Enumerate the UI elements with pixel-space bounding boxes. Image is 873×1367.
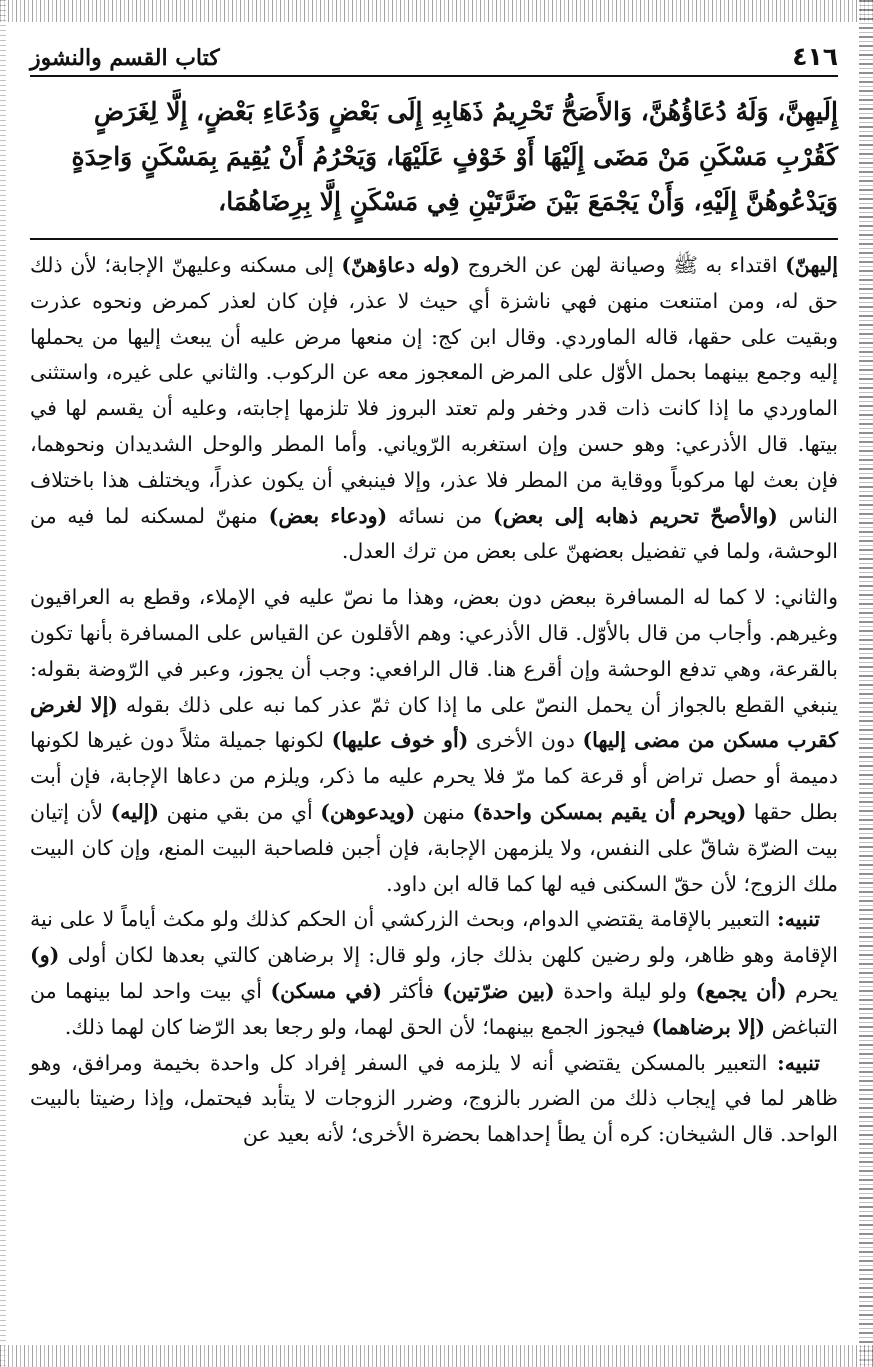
matn-quote: (بين ضرّتين) <box>442 978 555 1003</box>
commentary-run: أي من بقي منهن <box>159 799 321 824</box>
note-paragraph <box>30 1046 838 1153</box>
commentary-run: اقتداء به ﷺ وصيانة لهن عن الخروج <box>460 253 786 277</box>
commentary-run: من نسائه <box>387 503 493 528</box>
ornamental-border-bottom <box>0 1345 873 1367</box>
note-block <box>30 1046 838 1153</box>
note-block <box>30 902 838 1045</box>
commentary-run: فيجوز الجمع بينهما؛ لأن الحق لهما، ولو رجعا بعد الرّضا كان لهما ذلك. <box>64 1014 652 1039</box>
matn-quote: (والأصحّ تحريم ذهابه إلى بعض) <box>492 503 778 528</box>
running-header <box>30 28 838 77</box>
matn-quote: (ويدعوهن) <box>320 799 416 824</box>
matn-text-block <box>30 89 838 224</box>
matn-quote: تنبيه: <box>777 907 820 932</box>
note-paragraph <box>30 902 838 1045</box>
chapter-title: كتاب القسم والنشوز <box>30 45 220 71</box>
matn-quote: تنبيه: <box>777 1050 820 1075</box>
matn-line: وَيَدْعُوهُنَّ إِلَيْهِ، وَأَنْ يَجْمَعَ بَيْنَ ضَرَّتَيْنِ فِي مَسْكَنٍ إِلَّا بِرِضَاهُمَا، <box>218 187 838 216</box>
matn-quote: (إليه) <box>110 799 160 824</box>
commentary-paragraph <box>30 580 838 902</box>
commentary-run: التعبير بالمسكن يقتضي أنه لا يلزمه في السفر إفراد كل واحدة بخيمة ومرافق، وهو ظاهر لما في إيجاب ذلك من الضرر بالزوج، وضرر الزوجات لا يتأبد فيحتمل، وإذا رضيتا بالبيت الواحد. قال الشيخان: كره أن يطأ إحداهما بحضرة الأخرى؛ لأنه بعيد عن <box>30 1050 838 1147</box>
commentary-run: منهنّ لمسكنه لما فيه من الوحشة، ولما في تفضيل بعضهنّ على بعض من ترك العدل. <box>30 503 838 564</box>
commentary-run: والثاني: لا كما له المسافرة ببعض دون بعض، وهذا ما نصّ عليه في الإملاء، وقطع به العراقيون وغيرهم. وأجاب من قال بالأوّل. قال الأذرعي: وهم الأقلون عن القياس على المسافرة بأنها تكون بالقرعة، وهي تدفع الوحشة وإن أقرع هنا. قال الرافعي: وجب أن يجوز، وعبر في الرّوضة بقوله: ينبغي القطع بالجواز أن يحمل النصّ على ما إذا كان ثمّ عذر كما نبه على ذلك بقوله <box>30 585 838 717</box>
commentary-run: يحرم <box>786 978 839 1003</box>
matn-quote: (أن يجمع) <box>695 978 787 1003</box>
matn-line: إِلَيهِنَّ، وَلَهُ دُعَاؤُهُنَّ، وَالأَصَحُّ تَحْرِيمُ ذَهَابِهِ إِلَى بَعْضٍ وَدُعَاءِ بَعْضٍ، إِلَّا لِغَرَضٍ <box>93 97 838 126</box>
commentary-run: إلى مسكنه وعليهنّ الإجابة؛ لأن ذلك حق له، ومن امتنعت منهن فهي ناشزة أي حيث لا عذر، فإن كان لعذر كمرض ونحوه عذرت وبقيت على حقها، قاله الماوردي. وقال ابن كج: إن منعها مرض عليه أن يبعث إليها من يحملها إليه وجمع بينهما بحمل الأوّل على المرض المعجوز معه عن الركوب. والثاني على غيره، واستثنى الماوردي ما إذا كانت ذات قدر وخفر ولم تعتد البروز فلا تلزمها إجابته، وعليه أن يقسم لها في بيتها. قال الأذرعي: وهو حسن وإن استغربه الرّوياني. وأما المطر والوحل الشديدان ونحوهما، فإن بعث لها مركوباً ووقاية من المطر فلا عذر، وإلا فينبغي أن يكون عذراً، ويختلف هذا باختلاف الناس <box>30 253 838 528</box>
book-page <box>30 28 838 1153</box>
matn-quote: (ويحرم أن يقيم بمسكن واحدة) <box>472 799 747 824</box>
matn-quote: (وله دعاؤهنّ) <box>341 253 461 277</box>
commentary-text-block <box>30 248 838 1153</box>
matn-quote: إليهنّ) <box>785 253 838 277</box>
commentary-run: أي بيت واحد لما بينهما من التباغض <box>30 978 838 1039</box>
matn-quote: (أو خوف عليها) <box>331 728 469 753</box>
matn-quote: (في مسكن) <box>270 978 383 1003</box>
commentary-run: ولو ليلة واحدة <box>554 978 696 1003</box>
commentary-run: لكونها جميلة مثلاً دون غيرها لكونها دميمة أو حصل تراض أو قرعة كما مرّ فلا يحرم عليه ما ذكر، ويلزم من دعاها الإجابة، فإن أبت بطل حقها <box>30 728 839 824</box>
matn-line: كَقُرْبِ مَسْكَنِ مَنْ مَضَى إِلَيْهَا أَوْ خَوْفٍ عَلَيْهَا، وَيَحْرُمُ أَنْ يُقِيمَ بِمَسْكَنٍ وَاحِدَةٍ <box>71 142 838 171</box>
commentary-run: لأن إتيان بيت الضرّة شاقّ على النفس، ولا يلزمهن الإجابة، فإن أجبن فلصاحبة البيت المنع، وإن كان البيت ملك الزوج؛ لأن حقّ السكنى فيه لها كما قاله ابن داود. <box>30 799 838 896</box>
divider-rule <box>30 238 838 240</box>
commentary-run: التعبير بالإقامة يقتضي الدوام، وبحث الزركشي أن الحكم كذلك ولو مكث أياماً لا على نية الإقامة وهو ظاهر، ولو رضين كلهن بذلك جاز، ولو قال: إلا برضاهن كالتي بعدها لكان أولى <box>30 907 838 968</box>
matn-quote: (إلا لغرض كقرب مسكن من مضى إليها) <box>30 692 838 753</box>
commentary-run: منهن <box>415 799 473 824</box>
commentary-run: فأكثر <box>382 978 443 1003</box>
matn-quote: (إلا برضاهما) <box>651 1014 766 1039</box>
matn-quote: (و) <box>30 943 60 968</box>
ornamental-border-right <box>859 0 873 1367</box>
matn-quote: (ودعاء بعض) <box>268 503 388 528</box>
ornamental-border-left <box>0 0 6 1367</box>
commentary-run: دون الأخرى <box>468 728 583 753</box>
commentary-paragraph <box>30 248 838 570</box>
ornamental-border-top <box>0 0 873 22</box>
page-number: ٤١٦ <box>792 42 838 71</box>
